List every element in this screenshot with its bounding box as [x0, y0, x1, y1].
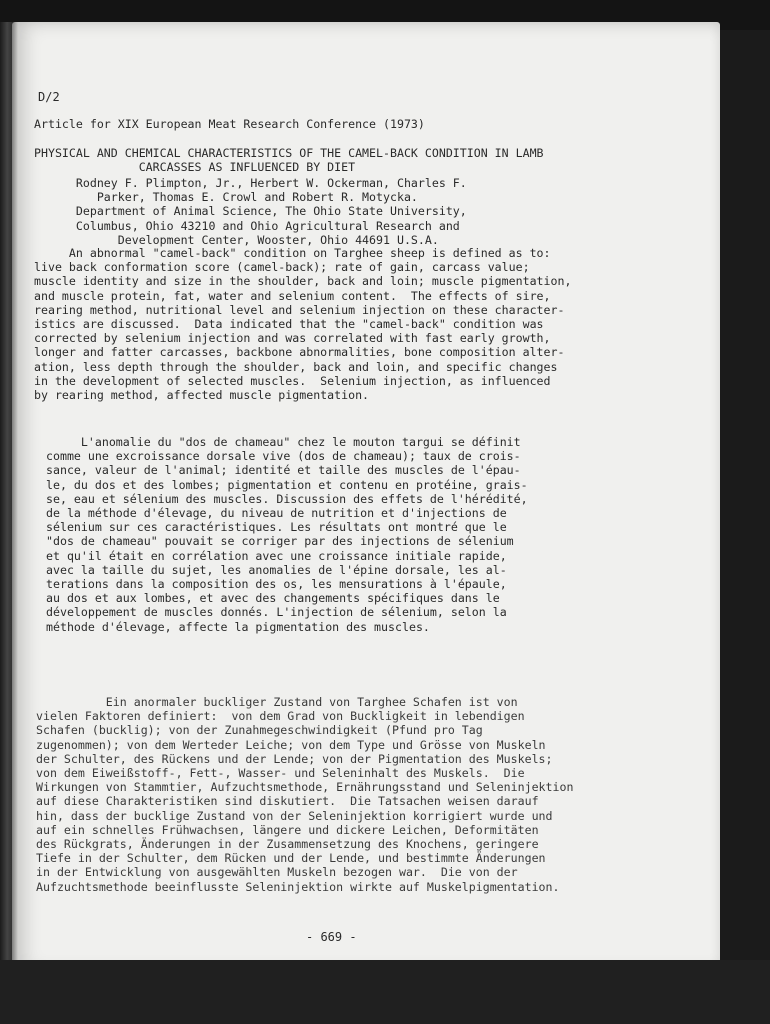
page-fold-shadow — [0, 22, 18, 972]
paper-title: PHYSICAL AND CHEMICAL CHARACTERISTICS OF THE CAMEL-BACK CONDITION IN LAMB CARCASSES AS INFLUENCED BY DIET — [34, 146, 544, 175]
authors-affiliation: Rodney F. Plimpton, Jr., Herbert W. Ockerman, Charles F. Parker, Thomas E. Crowl and Robert R. Motycka. Department of Animal Science, The Ohio State University, Columbus, Ohio 43210 and Ohio Agricultural Research and Development Center, Wooster, Ohio 44691 U.S.A. — [75, 176, 467, 247]
abstract-french: L'anomalie du "dos de chameau" chez le mouton targui se définit comme une excroissance dorsale vive (dos de chameau); taux de crois- sance, valeur de l'animal; identité et taille des muscles de l'épau- le, du dos et des lombes; pigmentation et contenu en protéine, grais- se, eau et sélenium des muscles. Discussion des effets de l'hérédité, de la méthode d'élevage, du niveau de nutrition et d'injections de sélenium sur ces caractéristiques. Les résultats ont montré que le "dos de chameau" pouvait se corriger par des injections de sélenium et qu'il était en corrélation avec une croissance initiale rapide, avec la taille du sujet, les anomalies de l'épine dorsale, les al- terations dans la composition des os, les mensurations à l'épaule, au dos et aux lombes, et avec des changements spécifiques dans le développement de muscles donnés. L'injection de sélenium, selon la méthode d'élevage, affecte la pigmentation des muscles. — [46, 435, 528, 634]
abstract-english: An abnormal "camel-back" condition on Targhee sheep is defined as to: live back conformation score (camel-back); rate of gain, carcass value; muscle identity and size in the shoulder, back and loin; muscle pigmentation, and muscle protein, fat, water and selenium content. The effects of sire, rearing method, nutritional level and selenium injection on these character- istics are discussed. Data indicated that the "camel-back" condition was corrected by selenium injection and was correlated with fast early growth, longer and fatter carcasses, backbone abnormalities, bone composition alter- ation, less depth through the shoulder, back and loin, and specific changes in the development of selected muscles. Selenium injection, as influenced by rearing method, affected muscle pigmentation. — [34, 246, 572, 403]
abstract-german: Ein anormaler buckliger Zustand von Targhee Schafen ist von vielen Faktoren definiert: von dem Grad von Buckligkeit in lebendigen Schafen (bucklig); von der Zunahmegeschwindigkeit (Pfund pro Tag zugenommen); von dem Werteder Leiche; von dem Type und Grösse von Muskeln der Schulter, des Rückens und der Lende; von der Pigmentation des Muskels; von dem Eiweißstoff-, Fett-, Wasser- und Seleninhalt des Muskels. Die Wirkungen von Stammtier, Aufzuchtsmethode, Ernährungsstand und Seleninjektion auf diese Charakteristiken sind diskutiert. Die Tatsachen weisen darauf hin, dass der bucklige Zustand von der Seleninjektion korrigiert wurde und auf ein schnelles Frühwachsen, längere und dickere Leichen, Deformitäten des Rückgrats, Änderungen in der Zusammensetzung des Knochens, geringere Tiefe in der Schulter, dem Rücken und der Lende, und bestimmte Änderungen in der Entwicklung von ausgewählten Muskeln bezogen war. Die von der Aufzuchtsmethode beeinflusste Seleninjektion wirkte auf Muskelpigmentation. — [36, 695, 574, 894]
page-code: D/2 — [38, 90, 60, 104]
conference-line: Article for XIX European Meat Research Conference (1973) — [34, 117, 425, 131]
scan-bottom-border — [0, 960, 770, 1024]
page-number: - 669 - — [306, 930, 357, 944]
